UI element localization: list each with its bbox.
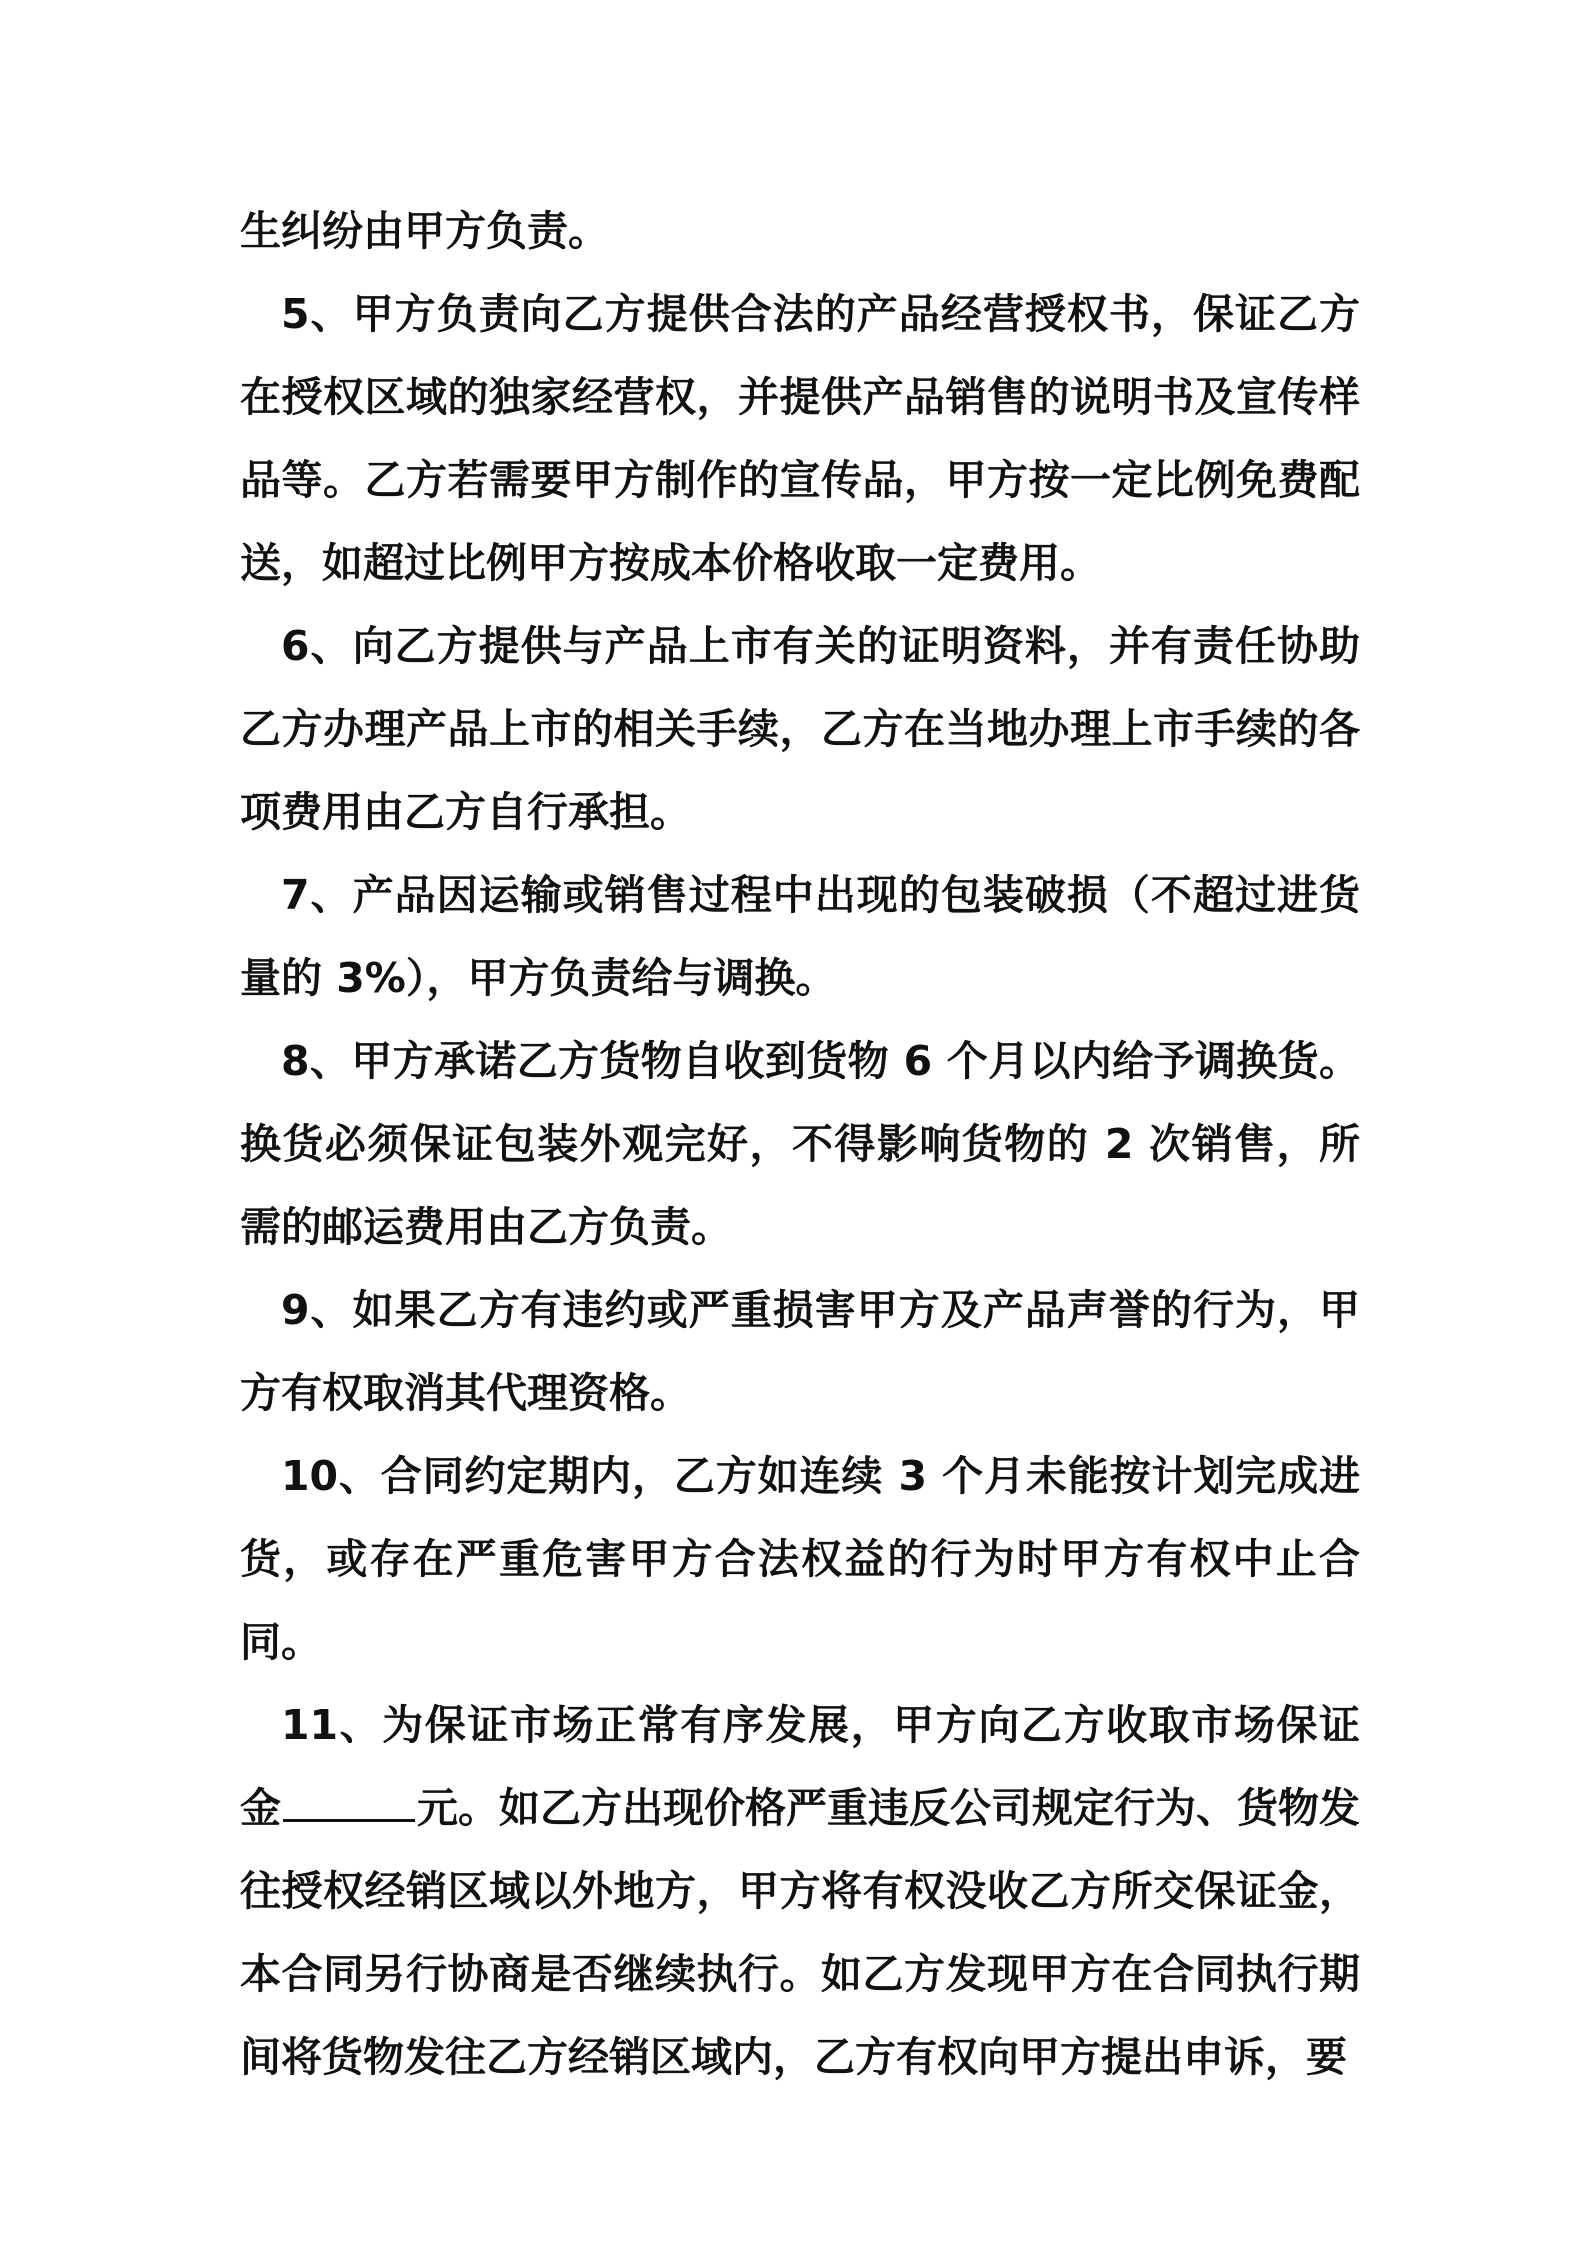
clause-10: 10、合同约定期内，乙方如连续 3 个月未能按计划完成进货，或存在严重危害甲方合法权益的行为时甲方有权中止合同。 (240, 1452, 1360, 1666)
clause-5: 5、甲方负责向乙方提供合法的产品经营授权书，保证乙方在授权区域的独家经营权，并提供产品销售的说明书及宣传样品等。乙方若需要甲方制作的宣传品，甲方按一定比例免费配送，如超过比例甲方按成本价格收取一定费用。 (240, 290, 1360, 587)
clause-6: 6、向乙方提供与产品上市有关的证明资料，并有责任协助乙方办理产品上市的相关手续，乙方在当地办理上市手续的各项费用由乙方自行承担。 (240, 622, 1360, 836)
clause-7: 7、产品因运输或销售过程中出现的包装破损（不超过进货量的 3%），甲方负责给与调换。 (240, 871, 1360, 1002)
paragraph-continuation: 生纠纷由甲方负责。 (240, 207, 609, 255)
clause-9: 9、如果乙方有违约或严重损害甲方及产品声誉的行为，甲方有权取消其代理资格。 (240, 1286, 1360, 1417)
deposit-amount-blank (283, 1787, 415, 1822)
clause-11 (240, 1684, 1360, 2099)
contract-text (240, 190, 1360, 2099)
clause-11-part-2: 元。如乙方出现价格严重违反公司规定行为、货物发往授权经销区域以外地方，甲方将有权没收乙方所交保证金，本合同另行协商是否继续执行。如乙方发现甲方在合同执行期间将货物发往乙方经销区域内，乙方有权向甲方提出申诉，要 (240, 1784, 1360, 2081)
clause-11-part-1: 11、为保证市场正常有序发展，甲方向乙方收取市场保证金 (240, 1701, 1360, 1832)
clause-8: 8、甲方承诺乙方货物自收到货物 6 个月以内给予调换货。换货必须保证包装外观完好，不得影响货物的 2 次销售，所需的邮运费用由乙方负责。 (240, 1037, 1360, 1251)
